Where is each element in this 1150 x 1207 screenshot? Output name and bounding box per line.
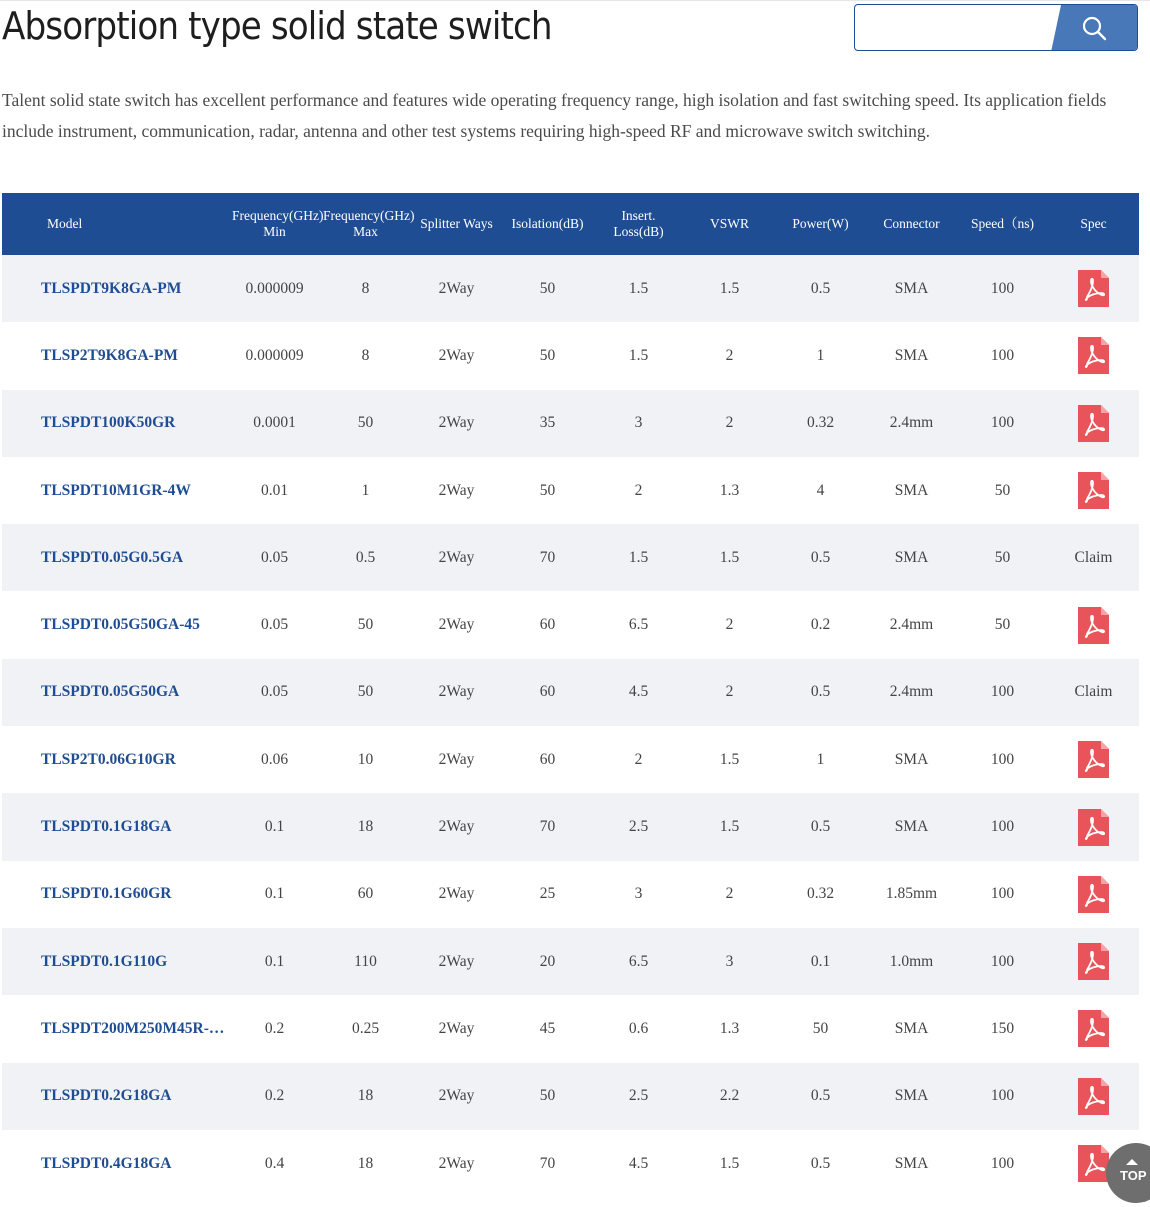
table-row xyxy=(2,255,1139,322)
cell-power: 4 xyxy=(775,457,866,524)
cell-spec xyxy=(1048,322,1139,389)
cell-insertion-loss: 3 xyxy=(593,861,684,928)
cell-insertion-loss: 1.5 xyxy=(593,524,684,591)
cell-insertion-loss: 4.5 xyxy=(593,1130,684,1197)
header-insertion-loss: Insert. Loss(dB) xyxy=(593,193,684,255)
cell-connector: SMA xyxy=(866,726,957,793)
model-link[interactable]: TLSPDT0.2G18GA xyxy=(2,1063,229,1130)
cell-spec xyxy=(1048,524,1139,591)
table-row xyxy=(2,995,1139,1062)
pdf-icon[interactable] xyxy=(1078,809,1109,846)
model-link[interactable]: TLSPDT9K8GA-PM xyxy=(2,255,229,322)
claim-link[interactable]: Claim xyxy=(1074,683,1113,701)
cell-connector: SMA xyxy=(866,995,957,1062)
cell-frequency-min: 0.01 xyxy=(229,457,320,524)
cell-power: 0.32 xyxy=(775,861,866,928)
cell-insertion-loss: 6.5 xyxy=(593,928,684,995)
cell-vswr: 3 xyxy=(684,928,775,995)
cell-speed: 100 xyxy=(957,390,1048,457)
cell-connector: SMA xyxy=(866,1063,957,1130)
claim-link[interactable]: Claim xyxy=(1074,548,1113,566)
cell-spec xyxy=(1048,995,1139,1062)
model-link[interactable]: TLSP2T9K8GA-PM xyxy=(2,322,229,389)
search-icon xyxy=(1081,15,1107,41)
cell-vswr: 2 xyxy=(684,322,775,389)
cell-frequency-min: 0.0001 xyxy=(229,390,320,457)
cell-splitter-ways: 2Way xyxy=(411,322,502,389)
cell-power: 0.5 xyxy=(775,659,866,726)
cell-vswr: 2 xyxy=(684,861,775,928)
cell-frequency-min: 0.000009 xyxy=(229,322,320,389)
cell-connector: SMA xyxy=(866,255,957,322)
cell-speed: 50 xyxy=(957,591,1048,658)
cell-connector: SMA xyxy=(866,793,957,860)
pdf-icon[interactable] xyxy=(1078,337,1109,374)
arrow-up-icon xyxy=(1126,1159,1138,1165)
model-link[interactable]: TLSPDT100K50GR xyxy=(2,390,229,457)
header-power: Power(W) xyxy=(775,193,866,255)
cell-frequency-max: 0.25 xyxy=(320,995,411,1062)
cell-splitter-ways: 2Way xyxy=(411,1130,502,1197)
cell-frequency-max: 8 xyxy=(320,255,411,322)
cell-connector: 2.4mm xyxy=(866,390,957,457)
cell-power: 0.5 xyxy=(775,1130,866,1197)
cell-splitter-ways: 2Way xyxy=(411,995,502,1062)
cell-spec xyxy=(1048,726,1139,793)
cell-splitter-ways: 2Way xyxy=(411,659,502,726)
header-isolation: Isolation(dB) xyxy=(502,193,593,255)
cell-connector: SMA xyxy=(866,524,957,591)
pdf-icon[interactable] xyxy=(1078,1010,1109,1047)
cell-speed: 100 xyxy=(957,1130,1048,1197)
model-link[interactable]: TLSP2T0.06G10GR xyxy=(2,726,229,793)
cell-speed: 50 xyxy=(957,457,1048,524)
cell-vswr: 1.3 xyxy=(684,995,775,1062)
cell-vswr: 1.5 xyxy=(684,524,775,591)
cell-vswr: 1.5 xyxy=(684,255,775,322)
model-link[interactable]: TLSPDT0.05G50GA xyxy=(2,659,229,726)
cell-frequency-max: 10 xyxy=(320,726,411,793)
cell-power: 1 xyxy=(775,726,866,793)
table-row xyxy=(2,793,1139,860)
cell-splitter-ways: 2Way xyxy=(411,255,502,322)
cell-splitter-ways: 2Way xyxy=(411,457,502,524)
cell-splitter-ways: 2Way xyxy=(411,726,502,793)
cell-connector: 2.4mm xyxy=(866,659,957,726)
cell-splitter-ways: 2Way xyxy=(411,390,502,457)
table-row xyxy=(2,726,1139,793)
header-speed: Speed（ns) xyxy=(957,193,1048,255)
cell-isolation: 50 xyxy=(502,457,593,524)
table-row xyxy=(2,659,1139,726)
cell-frequency-max: 0.5 xyxy=(320,524,411,591)
cell-frequency-max: 1 xyxy=(320,457,411,524)
model-link[interactable]: TLSPDT0.4G18GA xyxy=(2,1130,229,1197)
search-box xyxy=(854,4,1138,51)
pdf-icon[interactable] xyxy=(1078,405,1109,442)
cell-vswr: 1.5 xyxy=(684,793,775,860)
cell-power: 0.1 xyxy=(775,928,866,995)
cell-insertion-loss: 0.6 xyxy=(593,995,684,1062)
cell-splitter-ways: 2Way xyxy=(411,591,502,658)
cell-power: 0.5 xyxy=(775,524,866,591)
cell-isolation: 35 xyxy=(502,390,593,457)
pdf-icon[interactable] xyxy=(1078,270,1109,307)
cell-speed: 100 xyxy=(957,1063,1048,1130)
model-link[interactable]: TLSPDT0.05G0.5GA xyxy=(2,524,229,591)
cell-frequency-min: 0.1 xyxy=(229,793,320,860)
cell-power: 50 xyxy=(775,995,866,1062)
cell-spec xyxy=(1048,255,1139,322)
model-link[interactable]: TLSPDT0.05G50GA-45 xyxy=(2,591,229,658)
cell-insertion-loss: 2.5 xyxy=(593,793,684,860)
pdf-icon[interactable] xyxy=(1078,607,1109,644)
cell-splitter-ways: 2Way xyxy=(411,793,502,860)
cell-connector: 2.4mm xyxy=(866,591,957,658)
cell-frequency-min: 0.2 xyxy=(229,995,320,1062)
cell-isolation: 50 xyxy=(502,255,593,322)
cell-frequency-max: 50 xyxy=(320,390,411,457)
pdf-icon[interactable] xyxy=(1078,1078,1109,1115)
cell-splitter-ways: 2Way xyxy=(411,1063,502,1130)
cell-speed: 50 xyxy=(957,524,1048,591)
cell-isolation: 25 xyxy=(502,861,593,928)
search-input[interactable] xyxy=(855,5,1055,50)
pdf-icon[interactable] xyxy=(1078,876,1109,913)
header-splitter-ways: Splitter Ways xyxy=(411,193,502,255)
cell-frequency-max: 50 xyxy=(320,591,411,658)
cell-spec xyxy=(1048,793,1139,860)
cell-speed: 100 xyxy=(957,255,1048,322)
cell-vswr: 2.2 xyxy=(684,1063,775,1130)
cell-frequency-max: 18 xyxy=(320,1063,411,1130)
cell-splitter-ways: 2Way xyxy=(411,524,502,591)
cell-vswr: 2 xyxy=(684,390,775,457)
model-link[interactable]: TLSPDT0.1G110G xyxy=(2,928,229,995)
cell-connector: SMA xyxy=(866,457,957,524)
cell-frequency-max: 8 xyxy=(320,322,411,389)
cell-frequency-min: 0.05 xyxy=(229,591,320,658)
table-row xyxy=(2,322,1139,389)
cell-speed: 100 xyxy=(957,928,1048,995)
cell-frequency-max: 60 xyxy=(320,861,411,928)
cell-insertion-loss: 1.5 xyxy=(593,255,684,322)
cell-vswr: 1.3 xyxy=(684,457,775,524)
cell-frequency-min: 0.05 xyxy=(229,659,320,726)
table-row xyxy=(2,457,1139,524)
header-frequency-max: Frequency(GHz) Max xyxy=(320,193,411,255)
cell-frequency-min: 0.06 xyxy=(229,726,320,793)
cell-insertion-loss: 4.5 xyxy=(593,659,684,726)
cell-vswr: 2 xyxy=(684,659,775,726)
cell-isolation: 70 xyxy=(502,1130,593,1197)
table-row xyxy=(2,861,1139,928)
search-button[interactable] xyxy=(1051,5,1138,51)
cell-power: 0.32 xyxy=(775,390,866,457)
cell-splitter-ways: 2Way xyxy=(411,928,502,995)
product-table xyxy=(2,193,1139,1197)
model-link[interactable]: TLSPDT200M250M45R-… xyxy=(2,995,229,1062)
cell-speed: 100 xyxy=(957,726,1048,793)
cell-spec xyxy=(1048,659,1139,726)
cell-insertion-loss: 2 xyxy=(593,726,684,793)
cell-frequency-max: 50 xyxy=(320,659,411,726)
cell-isolation: 60 xyxy=(502,659,593,726)
cell-isolation: 20 xyxy=(502,928,593,995)
cell-speed: 150 xyxy=(957,995,1048,1062)
table-row xyxy=(2,1063,1139,1130)
cell-frequency-min: 0.4 xyxy=(229,1130,320,1197)
cell-isolation: 60 xyxy=(502,726,593,793)
table-body xyxy=(2,255,1139,1197)
cell-frequency-max: 18 xyxy=(320,1130,411,1197)
cell-connector: 1.85mm xyxy=(866,861,957,928)
cell-connector: SMA xyxy=(866,1130,957,1197)
cell-frequency-min: 0.1 xyxy=(229,928,320,995)
page-title: Absorption type solid state switch xyxy=(2,4,552,48)
header-frequency-min: Frequency(GHz) Min xyxy=(229,193,320,255)
cell-speed: 100 xyxy=(957,322,1048,389)
cell-isolation: 50 xyxy=(502,1063,593,1130)
cell-isolation: 45 xyxy=(502,995,593,1062)
cell-spec xyxy=(1048,591,1139,658)
cell-power: 0.5 xyxy=(775,793,866,860)
cell-frequency-min: 0.000009 xyxy=(229,255,320,322)
cell-vswr: 2 xyxy=(684,591,775,658)
cell-isolation: 70 xyxy=(502,524,593,591)
table-row xyxy=(2,591,1139,658)
model-link[interactable]: TLSPDT10M1GR-4W xyxy=(2,457,229,524)
cell-connector: SMA xyxy=(866,322,957,389)
cell-splitter-ways: 2Way xyxy=(411,861,502,928)
pdf-icon[interactable] xyxy=(1078,943,1109,980)
pdf-icon[interactable] xyxy=(1078,472,1109,509)
cell-isolation: 60 xyxy=(502,591,593,658)
cell-isolation: 50 xyxy=(502,322,593,389)
cell-speed: 100 xyxy=(957,659,1048,726)
cell-speed: 100 xyxy=(957,861,1048,928)
cell-insertion-loss: 2 xyxy=(593,457,684,524)
table-row xyxy=(2,390,1139,457)
cell-frequency-max: 18 xyxy=(320,793,411,860)
pdf-icon[interactable] xyxy=(1078,741,1109,778)
cell-spec xyxy=(1048,390,1139,457)
cell-frequency-min: 0.2 xyxy=(229,1063,320,1130)
cell-spec xyxy=(1048,457,1139,524)
top-divider xyxy=(0,0,1150,1)
cell-power: 0.5 xyxy=(775,255,866,322)
cell-power: 0.5 xyxy=(775,1063,866,1130)
header-model: Model xyxy=(2,193,229,255)
cell-frequency-max: 110 xyxy=(320,928,411,995)
header-connector: Connector xyxy=(866,193,957,255)
cell-frequency-min: 0.05 xyxy=(229,524,320,591)
cell-speed: 100 xyxy=(957,793,1048,860)
header-spec: Spec xyxy=(1048,193,1139,255)
cell-connector: 1.0mm xyxy=(866,928,957,995)
cell-vswr: 1.5 xyxy=(684,726,775,793)
model-link[interactable]: TLSPDT0.1G18GA xyxy=(2,793,229,860)
intro-paragraph: Talent solid state switch has excellent performance and features wide operating frequency range, high isolation and fast switching speed. Its application fields include instrument, communication, radar, antenna and other test systems requiring high-speed RF and microwave switch switching. xyxy=(2,90,1107,141)
cell-insertion-loss: 6.5 xyxy=(593,591,684,658)
back-to-top-label: TOP xyxy=(1120,1168,1147,1183)
cell-power: 1 xyxy=(775,322,866,389)
table-row xyxy=(2,928,1139,995)
cell-spec xyxy=(1048,1063,1139,1130)
model-link[interactable]: TLSPDT0.1G60GR xyxy=(2,861,229,928)
cell-insertion-loss: 2.5 xyxy=(593,1063,684,1130)
cell-spec xyxy=(1048,861,1139,928)
cell-isolation: 70 xyxy=(502,793,593,860)
table-row xyxy=(2,1130,1139,1197)
pdf-icon[interactable] xyxy=(1078,1145,1109,1182)
cell-spec xyxy=(1048,928,1139,995)
cell-frequency-min: 0.1 xyxy=(229,861,320,928)
cell-vswr: 1.5 xyxy=(684,1130,775,1197)
cell-insertion-loss: 3 xyxy=(593,390,684,457)
header-vswr: VSWR xyxy=(684,193,775,255)
cell-power: 0.2 xyxy=(775,591,866,658)
cell-insertion-loss: 1.5 xyxy=(593,322,684,389)
table-row xyxy=(2,524,1139,591)
table-header-row xyxy=(2,193,1139,255)
